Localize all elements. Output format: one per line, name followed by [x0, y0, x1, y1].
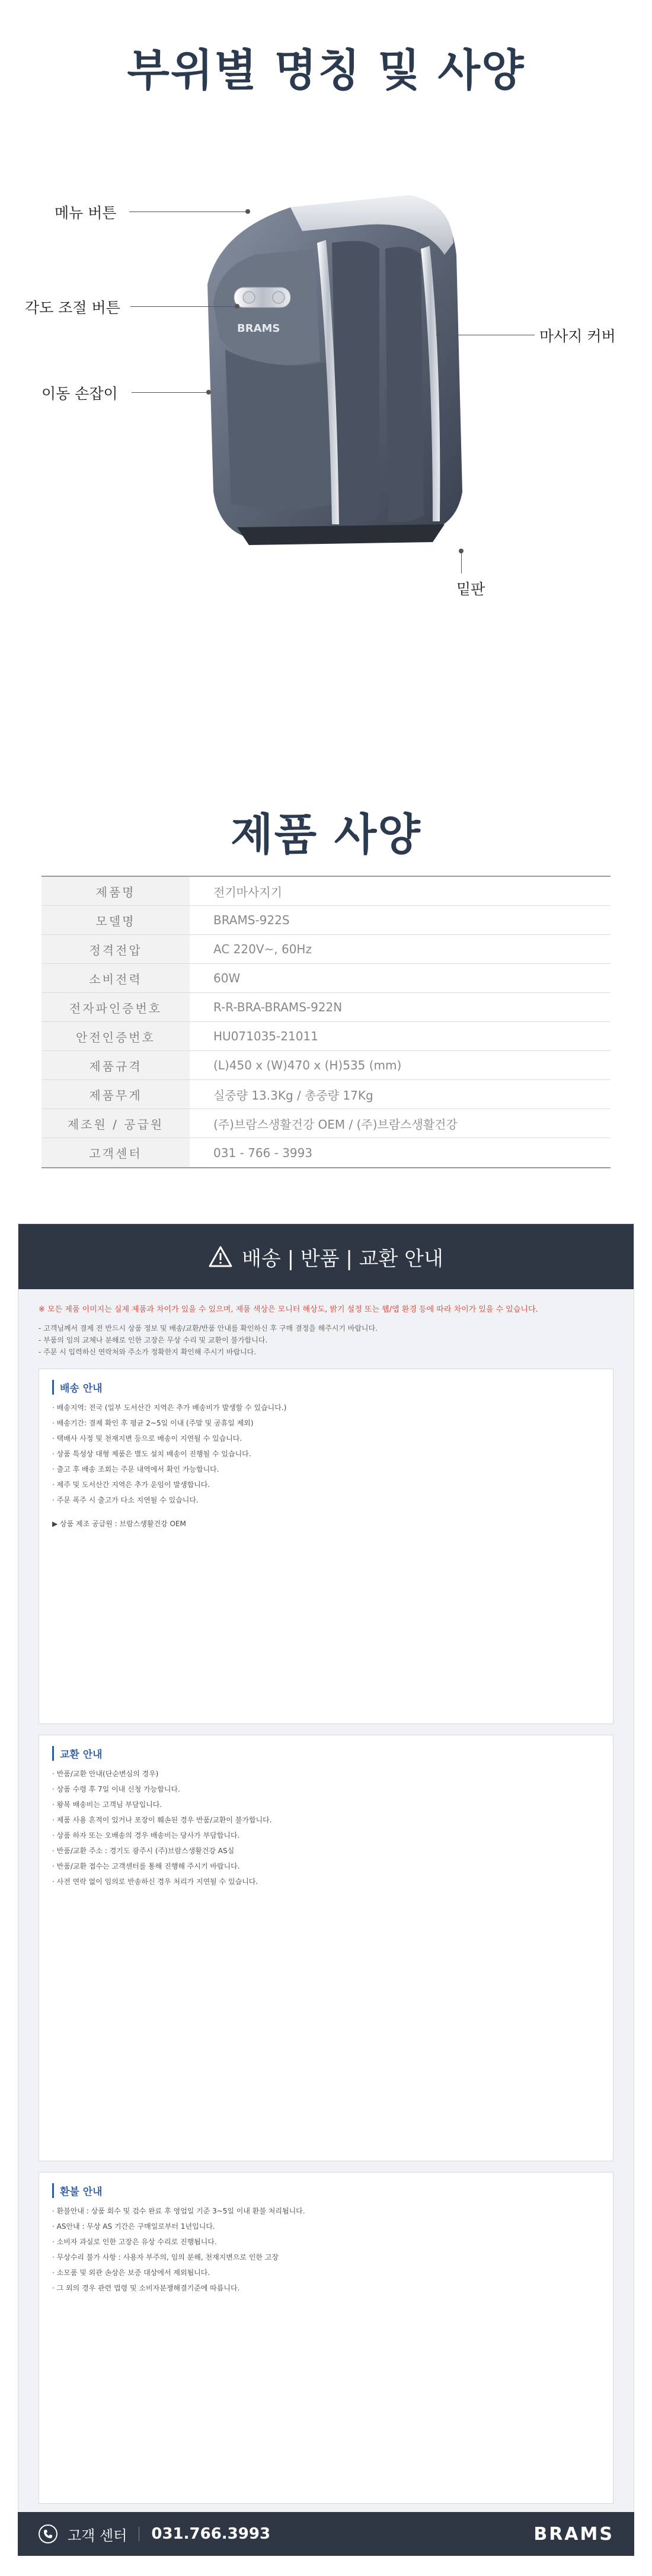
shipping-item: · 출고 후 배송 조회는 주문 내역에서 확인 가능합니다. — [52, 1465, 219, 1473]
leader-dot — [235, 304, 239, 309]
footer-label: 고객 센터 — [68, 2527, 127, 2544]
shipping-item: · 상품 특성상 대형 제품은 별도 설치 배송이 진행될 수 있습니다. — [52, 1450, 251, 1458]
refund-title: 환불 안내 — [52, 2183, 600, 2198]
exchange-item: · 반품/교환 안내(단순변심의 경우) — [52, 1770, 159, 1778]
shipping-item: · 제주 및 도서산간 지역은 추가 운임이 발생합니다. — [52, 1481, 210, 1489]
label-bottom: 밑판 — [456, 581, 485, 598]
refund-item: · 환불안내 : 상품 회수 및 검수 완료 후 영업일 기준 3~5일 이내 환불 처리됩니다. — [52, 2207, 305, 2215]
spec-label: 제품명 — [41, 877, 190, 905]
spec-row — [41, 993, 611, 1022]
exchange-item: · 상품 수령 후 7일 이내 신청 가능합니다. — [52, 1785, 180, 1793]
product-image — [184, 184, 468, 557]
leader-dot — [436, 332, 441, 337]
spec-label: 안전인증번호 — [41, 1022, 190, 1050]
shipping-title: 배송 안내 — [52, 1380, 600, 1395]
spec-value: R-R-BRA-BRAMS-922N — [213, 1000, 343, 1014]
spec-row — [41, 1080, 611, 1109]
phone-icon — [38, 2524, 58, 2544]
label-cover: 마사지 커버 — [539, 328, 616, 345]
spec-row — [41, 1022, 611, 1051]
exchange-item: · 왕복 배송비는 고객님 부담입니다. — [52, 1800, 162, 1809]
leader-dot — [206, 390, 211, 395]
brand-logo: BRAMS — [533, 2523, 614, 2545]
spec-value: 실중량 13.3Kg / 총중량 17Kg — [213, 1088, 373, 1103]
spec-row — [41, 906, 611, 935]
notice-intro-line: - 부품의 임의 교체나 분해로 인한 고장은 무상 수리 및 교환이 불가합니다. — [39, 1336, 268, 1344]
spec-row — [41, 877, 611, 906]
spec-row — [41, 935, 611, 964]
spec-row — [41, 1138, 611, 1167]
spec-value: (주)브람스생활건강 OEM / (주)브람스생활건강 — [213, 1117, 458, 1132]
spec-label: 제품무게 — [41, 1080, 190, 1108]
spec-value: HU071035-21011 — [213, 1029, 318, 1043]
label-angle-button: 각도 조절 버튼 — [25, 299, 120, 316]
shipping-item: · 배송기간: 결제 확인 후 평균 2~5일 이내 (주말 및 공휴일 제외) — [52, 1419, 254, 1427]
notice-warning: ※ 모든 제품 이미지는 실제 제품과 차이가 있을 수 있으며, 제품 색상은 모니터 해상도, 밝기 설정 또는 웹/앱 환경 등에 따라 차이가 있을 수 있습니다. — [39, 1305, 538, 1314]
label-menu-button: 메뉴 버튼 — [55, 204, 117, 222]
notice-title: 배송 | 반품 | 교환 안내 — [242, 1247, 443, 1271]
exchange-item: · 사전 연락 없이 임의로 반송하신 경우 처리가 지연될 수 있습니다. — [52, 1877, 258, 1886]
spec-label: 고객센터 — [41, 1138, 190, 1167]
shipping-box — [39, 1369, 613, 1724]
notice-header — [18, 1224, 634, 1289]
spec-label: 제조원 / 공급원 — [41, 1109, 190, 1138]
spec-label: 모델명 — [41, 906, 190, 934]
spec-value: 031 - 766 - 3993 — [213, 1145, 313, 1160]
spec-label: 정격전압 — [41, 935, 190, 963]
exchange-item: · 반품/교환 접수는 고객센터를 통해 진행해 주시기 바랍니다. — [52, 1862, 240, 1870]
exchange-item: · 상품 하자 또는 오배송의 경우 배송비는 당사가 부담합니다. — [52, 1831, 240, 1840]
spec-label: 제품규격 — [41, 1051, 190, 1079]
refund-item: · AS안내 : 무상 AS 기간은 구매일로부터 1년입니다. — [52, 2222, 215, 2231]
spec-value: AC 220V~, 60Hz — [213, 942, 312, 956]
notice-intro-line: - 고객님께서 결제 전 반드시 상품 정보 및 배송/교환/반품 안내를 확인하신 후 구매 결정을 해주시기 바랍니다. — [39, 1324, 378, 1332]
spec-value: 60W — [213, 971, 241, 985]
spec-label: 전자파인증번호 — [41, 993, 190, 1021]
shipping-item: · 배송지역: 전국 (일부 도서산간 지역은 추가 배송비가 발생할 수 있습니다.) — [52, 1404, 287, 1412]
spec-row — [41, 1109, 611, 1138]
spec-value: 전기마사지기 — [213, 885, 282, 899]
refund-item: · 소비자 과실로 인한 고장은 유상 수리로 진행됩니다. — [52, 2238, 217, 2246]
leader-dot — [459, 549, 464, 553]
spec-title: 제품 사양 — [231, 809, 421, 860]
exchange-item: · 제품 사용 흔적이 있거나 포장이 훼손된 경우 반품/교환이 불가합니다. — [52, 1816, 272, 1824]
exchange-title: 교환 안내 — [52, 1746, 600, 1761]
refund-box — [39, 2172, 613, 2504]
refund-item: · 무상수리 불가 사항 : 사용자 부주의, 임의 분해, 천재지변으로 인한 고장 — [52, 2253, 279, 2261]
spec-value: BRAMS-922S — [213, 913, 290, 927]
warning-icon — [209, 1246, 232, 1267]
shipping-item: · 택배사 사정 및 천재지변 등으로 배송이 지연될 수 있습니다. — [52, 1434, 242, 1443]
leader-dot — [245, 209, 250, 214]
exchange-box — [39, 1735, 613, 2161]
exchange-item: · 반품/교환 주소 : 경기도 광주시 (주)브람스생활건강 AS실 — [52, 1847, 235, 1855]
shipping-tail: ▶ 상품 제조 공급원 : 브람스생활건강 OEM — [52, 1520, 186, 1528]
spec-row — [41, 1051, 611, 1080]
refund-item: · 소모품 및 외관 손상은 보증 대상에서 제외됩니다. — [52, 2269, 210, 2277]
product-logo: BRAMS — [237, 322, 280, 335]
shipping-item: · 주문 폭주 시 출고가 다소 지연될 수 있습니다. — [52, 1496, 199, 1504]
notice-section — [18, 1223, 634, 2555]
footer-bar — [18, 2512, 634, 2556]
spec-row — [41, 964, 611, 993]
leader-line — [130, 306, 237, 307]
notice-intro-line: - 주문 시 입력하신 연락처와 주소가 정확한지 확인해 주시기 바랍니다. — [39, 1348, 257, 1356]
parts-title: 부위별 명칭 및 사양 — [127, 45, 525, 96]
spec-table — [41, 876, 611, 1168]
refund-item: · 그 외의 경우 관련 법령 및 소비자분쟁해결기준에 따릅니다. — [52, 2284, 240, 2292]
parts-section — [0, 0, 652, 604]
spec-value: (L)450 x (W)470 x (H)535 (mm) — [213, 1058, 402, 1072]
leader-line — [132, 392, 209, 393]
spec-label: 소비전력 — [41, 964, 190, 992]
label-handle: 이동 손잡이 — [41, 385, 118, 402]
footer-phone-number[interactable]: 031.766.3993 — [151, 2525, 271, 2543]
leader-line — [461, 551, 462, 573]
